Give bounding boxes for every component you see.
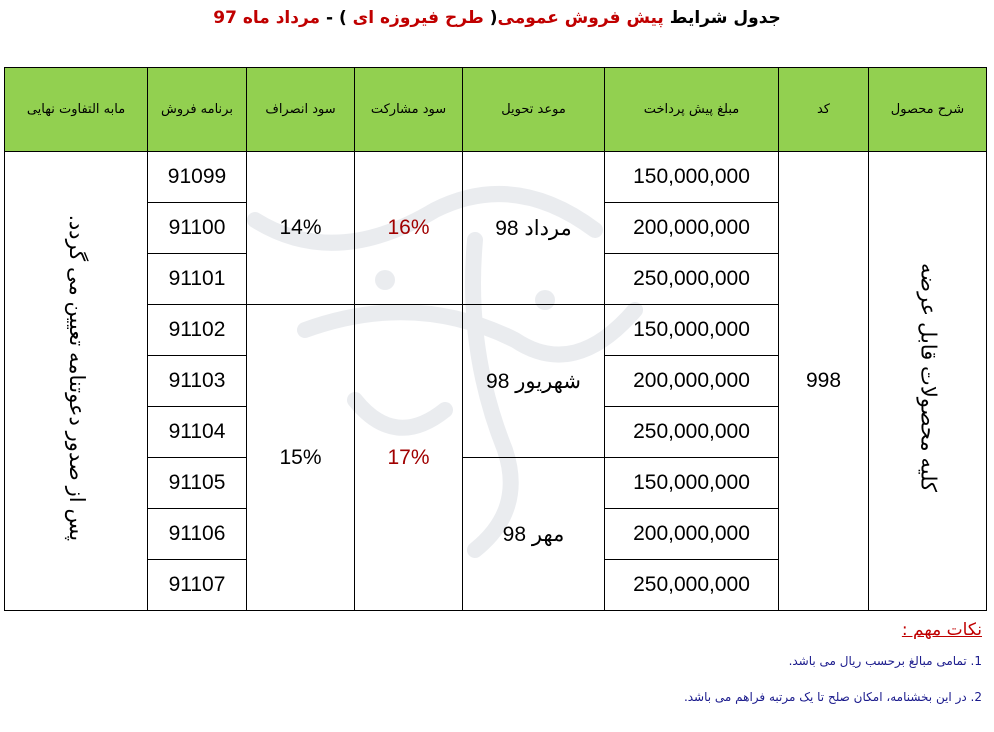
notes-section: [22, 620, 982, 704]
title-part-6: مرداد ماه 97: [213, 8, 321, 28]
header-program: برنامه فروش: [148, 68, 247, 152]
table-row: [5, 152, 987, 203]
amount-cell: 200,000,000: [605, 203, 779, 254]
amount-cell: 250,000,000: [605, 254, 779, 305]
delivery-cell: شهریور 98: [463, 305, 605, 458]
program-cell: 91100: [148, 203, 247, 254]
final-difference-cell: [5, 152, 148, 611]
title-part-5: ) -: [320, 8, 353, 28]
header-prepayment: مبلغ پیش پرداخت: [605, 68, 779, 152]
title-part-4: طرح فیروزه ای: [352, 8, 484, 28]
product-code: 998: [805, 369, 842, 392]
cancellation-cell: 14%: [247, 152, 355, 305]
header-row: [5, 68, 987, 152]
amount-cell: 150,000,000: [605, 458, 779, 509]
amount-cell: 250,000,000: [605, 407, 779, 458]
title-part-3: (: [483, 8, 498, 28]
amount-cell: 150,000,000: [605, 152, 779, 203]
header-code: کد: [779, 68, 869, 152]
title-part-1: جدول شرایط: [663, 8, 781, 28]
amount-cell: 250,000,000: [605, 560, 779, 611]
header-cancellation: سود انصراف: [247, 68, 355, 152]
header-participation: سود مشارکت: [355, 68, 463, 152]
program-cell: 91105: [148, 458, 247, 509]
program-cell: 91099: [148, 152, 247, 203]
participation-cell: 17%: [355, 305, 463, 611]
product-desc: کلیه محصولات قابل عرضه: [916, 263, 940, 493]
amount-cell: 150,000,000: [605, 305, 779, 356]
delivery-cell: مرداد 98: [463, 152, 605, 305]
participation-cell: 16%: [355, 152, 463, 305]
header-delivery: موعد تحویل: [463, 68, 605, 152]
title-part-2: پیش فروش عمومی: [497, 8, 664, 28]
cancellation-cell: 15%: [247, 305, 355, 611]
code-cell: [779, 152, 869, 611]
final-difference-text: پس از صدور دعوتنامه تعیین می گردد.: [65, 214, 88, 542]
program-cell: 91103: [148, 356, 247, 407]
note-item: 2. در این بخشنامه، امکان صلح تا یک مرتبه فراهم می باشد.: [683, 690, 982, 704]
amount-cell: 200,000,000: [605, 509, 779, 560]
amount-cell: 200,000,000: [605, 356, 779, 407]
presale-table: [4, 67, 987, 611]
program-cell: 91101: [148, 254, 247, 305]
program-cell: 91104: [148, 407, 247, 458]
header-product: شرح محصول: [869, 68, 987, 152]
program-cell: 91106: [148, 509, 247, 560]
program-cell: 91107: [148, 560, 247, 611]
note-item: 1. تمامی مبالغ برحسب ریال می باشد.: [788, 654, 982, 668]
page-title: [0, 8, 994, 28]
delivery-cell: مهر 98: [463, 458, 605, 611]
program-cell: 91102: [148, 305, 247, 356]
product-desc-cell: [869, 152, 987, 611]
notes-title: نکات مهم :: [901, 620, 982, 640]
header-final-difference: مابه التفاوت نهایی: [5, 68, 148, 152]
